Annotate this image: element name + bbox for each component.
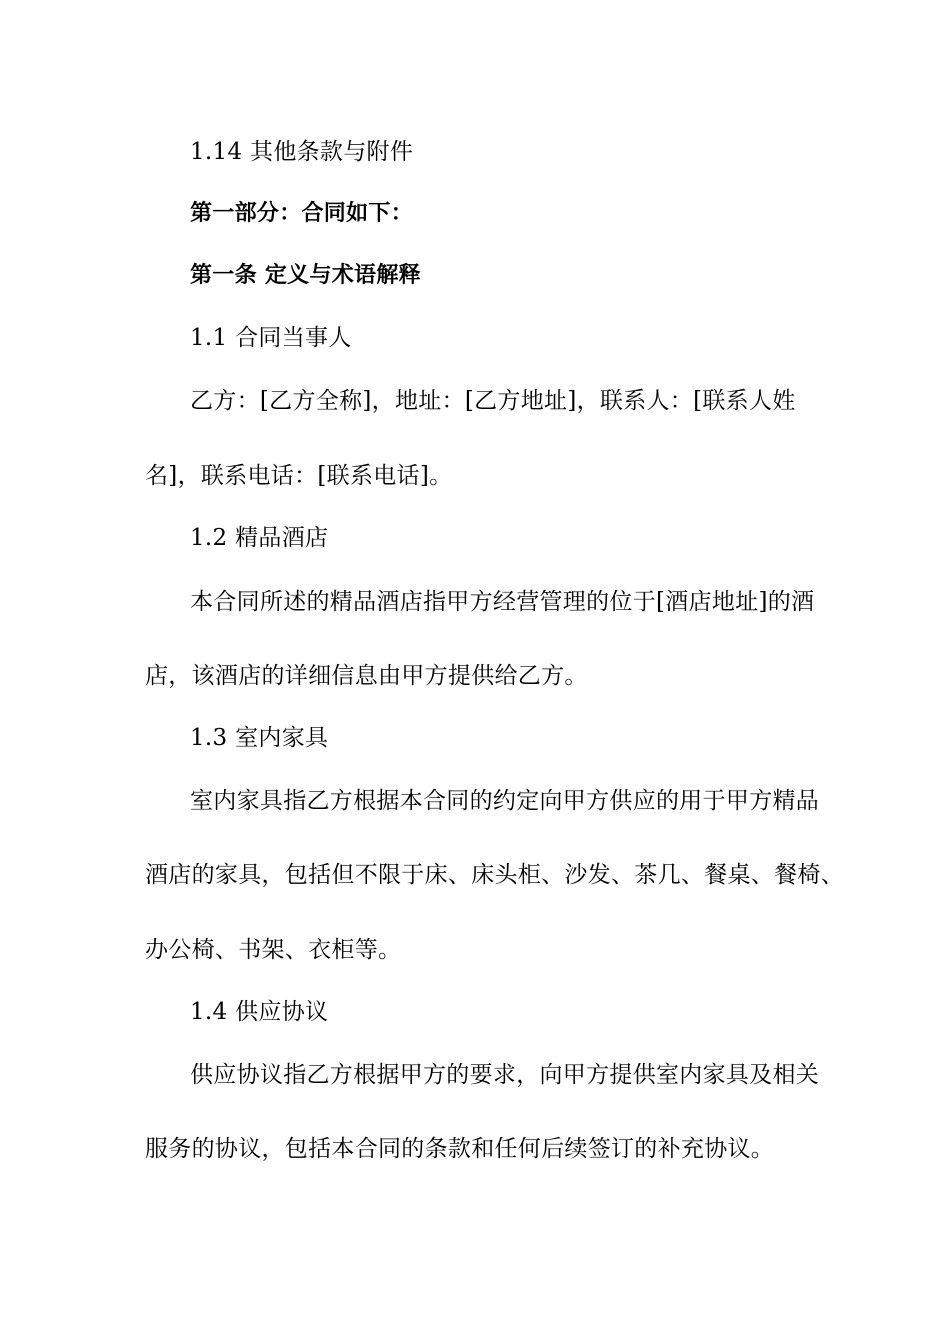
paragraph-line: 服务的协议，包括本合同的条款和任何后续签订的补充协议。 — [145, 1136, 775, 1162]
clause-heading-1-2: 1.2 精品酒店 — [190, 525, 329, 551]
paragraph-line: 酒店的家具，包括但不限于床、床头柜、沙发、茶几、餐桌、餐椅、 — [145, 862, 844, 888]
clause-heading-1-1: 1.1 合同当事人 — [190, 325, 352, 351]
clause-heading-1-3: 1.3 室内家具 — [190, 725, 329, 751]
part-heading: 第一部分：合同如下： — [190, 201, 414, 226]
paragraph-line: 室内家具指乙方根据本合同的约定向甲方供应的用于甲方精品 — [190, 788, 820, 814]
paragraph-line: 办公椅、书架、衣柜等。 — [145, 937, 402, 963]
article-heading: 第一条 定义与术语解释 — [190, 263, 421, 288]
paragraph-line: 本合同所述的精品酒店指甲方经营管理的位于[酒店地址]的酒 — [190, 589, 815, 615]
paragraph-line: 名]，联系电话：[联系电话]。 — [145, 463, 453, 489]
paragraph-line: 供应协议指乙方根据甲方的要求，向甲方提供室内家具及相关 — [190, 1062, 820, 1088]
paragraph-line: 店，该酒店的详细信息由甲方提供给乙方。 — [145, 663, 588, 689]
paragraph-line: 乙方：[乙方全称]，地址：[乙方地址]，联系人：[联系人姓 — [190, 388, 796, 414]
section-heading-1-14: 1.14 其他条款与附件 — [190, 139, 414, 165]
clause-heading-1-4: 1.4 供应协议 — [190, 999, 329, 1025]
